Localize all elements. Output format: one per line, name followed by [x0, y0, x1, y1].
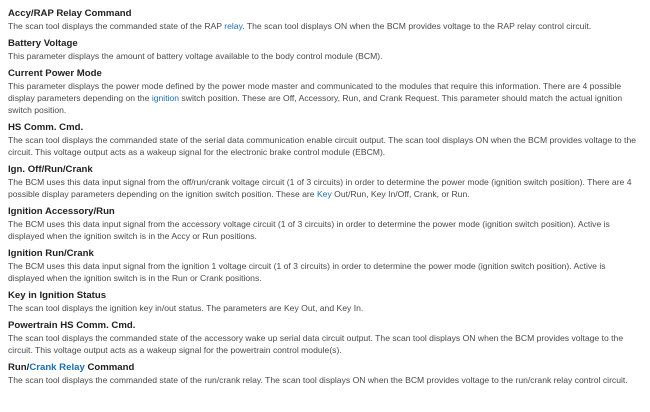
parameter-term: [8, 163, 642, 176]
parameter-term: [8, 121, 642, 134]
description-link[interactable]: Key: [316, 189, 332, 199]
description-text: The BCM uses this data input signal from the accessory voltage circuit (1 of 3 circuits) in order to determine the power mode (ignition switch position). Active is displayed when the ignition switch is in the Accy or Run positions.: [8, 219, 610, 241]
description-text: The scan tool displays the commanded state of the accessory wake up serial data circuit output. The scan tool displays ON when the BCM provides voltage to the circuit. This voltage output acts as a wakeup signal for the powertrain control module(s).: [8, 333, 624, 355]
parameter-description: [8, 134, 642, 158]
term-text: Run/: [8, 362, 30, 373]
parameter-description: [8, 374, 642, 386]
description-text: This parameter displays the power mode defined by the power mode master and communicated to the modules that require this information. There are 4 possible display parameters depending on the: [8, 81, 622, 103]
parameter-description: [8, 302, 642, 314]
description-text: Out/Run, Key In/Off, Crank, or Run.: [331, 189, 470, 199]
parameter-entry: [8, 7, 642, 32]
description-text: switch position. These are Off, Accessory, Run, and Crank Request. This parameter should match the actual ignition switch position.: [8, 93, 623, 115]
parameter-term: [8, 289, 642, 302]
term-text: Accy/RAP Relay Command: [8, 8, 132, 19]
parameter-entry: [8, 247, 642, 284]
parameter-term: [8, 247, 642, 260]
parameter-entry: [8, 205, 642, 242]
term-text: Key in Ignition Status: [8, 290, 107, 301]
description-link[interactable]: relay: [224, 21, 243, 31]
parameter-term: [8, 37, 642, 50]
parameter-description: [8, 80, 642, 116]
parameter-term: [8, 67, 642, 80]
term-text: Powertrain HS Comm. Cmd.: [8, 320, 136, 331]
parameter-term: [8, 319, 642, 332]
parameter-entry: [8, 361, 642, 386]
parameter-description: [8, 50, 642, 62]
parameter-entry: [8, 289, 642, 314]
parameter-entry: [8, 67, 642, 116]
parameter-term: [8, 7, 642, 20]
parameter-entry: [8, 37, 642, 62]
description-text: The scan tool displays the commanded state of the RAP: [8, 21, 225, 31]
term-text: Battery Voltage: [8, 38, 78, 49]
description-text: The BCM uses this data input signal from the ignition 1 voltage circuit (1 of 3 circuits) in order to determine the power mode (ignition switch position). Active is displayed when the ignition switch is in the Run or Crank positions.: [8, 261, 606, 283]
term-text: HS Comm. Cmd.: [8, 122, 84, 133]
term-text: Ign. Off/Run/Crank: [8, 164, 93, 175]
description-text: The scan tool displays the commanded state of the serial data communication enable circuit output. The scan tool displays ON when the BCM provides voltage to the circuit. This voltage output acts as a wakeup signal for the electronic brake control module (EBCM).: [8, 135, 637, 157]
parameter-term: [8, 361, 642, 374]
parameter-description: [8, 332, 642, 356]
parameter-term: [8, 205, 642, 218]
description-text: The scan tool displays the commanded state of the run/crank relay. The scan tool displays ON when the BCM provides voltage to the run/crank relay control circuit.: [8, 375, 628, 385]
term-text: Ignition Run/Crank: [8, 248, 94, 259]
term-text: Ignition Accessory/Run: [8, 206, 115, 217]
description-text: . The scan tool displays ON when the BCM provides voltage to the RAP relay control circuit.: [242, 21, 592, 31]
term-text: Current Power Mode: [8, 68, 102, 79]
parameter-description: [8, 260, 642, 284]
parameter-description: [8, 218, 642, 242]
term-text: Command: [84, 362, 135, 373]
description-link[interactable]: ignition: [151, 93, 180, 103]
parameter-entry: [8, 163, 642, 200]
description-text: This parameter displays the amount of battery voltage available to the body control module (BCM).: [8, 51, 383, 61]
term-link[interactable]: Crank Relay: [29, 362, 85, 373]
description-text: The BCM uses this data input signal from the off/run/crank voltage circuit (1 of 3 circuits) in order to determine the power mode (ignition switch position). There are 4 possible display parameters depending on the ignition switch position. These are: [8, 177, 632, 199]
description-text: The scan tool displays the ignition key in/out status. The parameters are Key Out, and Key In.: [8, 303, 364, 313]
parameter-description: [8, 176, 642, 200]
parameter-description: [8, 20, 642, 32]
parameter-entry: [8, 319, 642, 356]
parameter-entry: [8, 121, 642, 158]
